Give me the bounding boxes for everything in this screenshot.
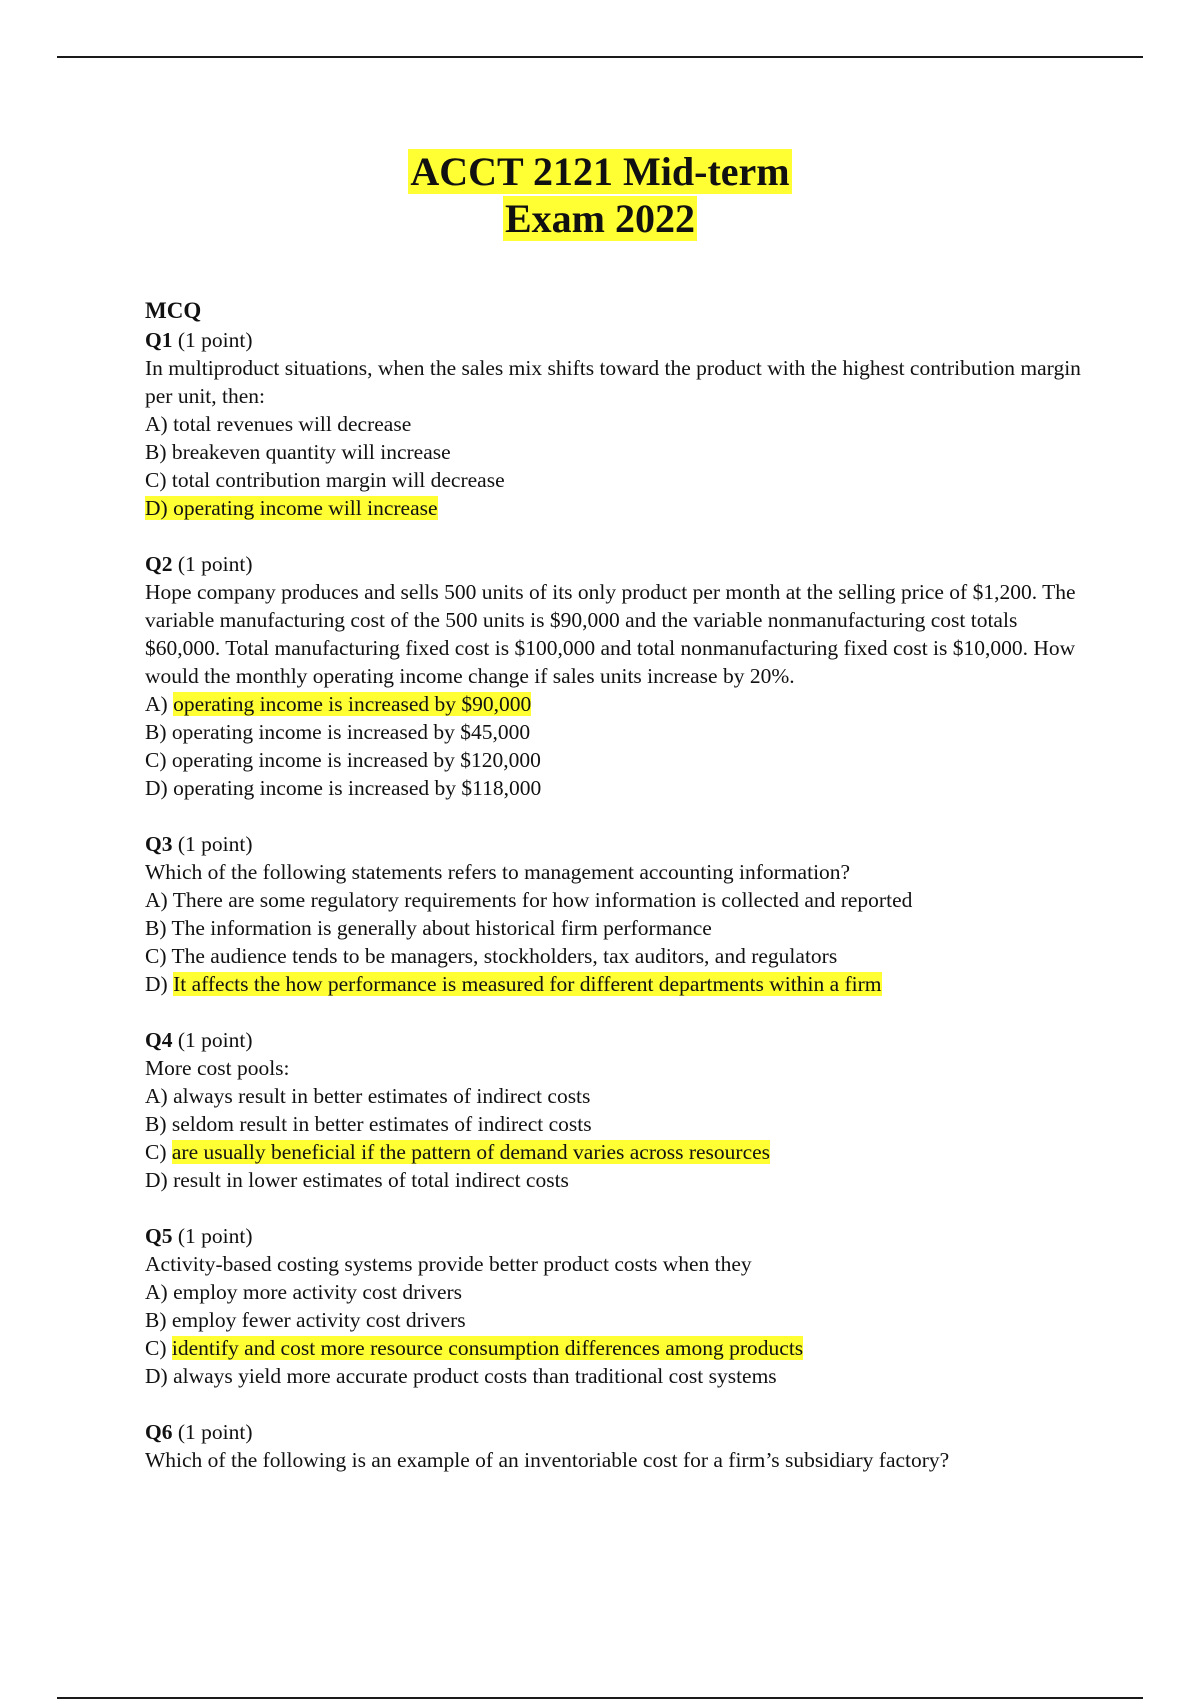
option-a: A) total revenues will decrease (145, 412, 412, 436)
option-c: C) The audience tends to be managers, stockholders, tax auditors, and regulators (145, 944, 838, 968)
question-q4 (145, 1026, 1085, 1194)
option-d-answer: D) operating income will increase (145, 496, 438, 520)
title-line-1: ACCT 2121 Mid-term (410, 149, 790, 194)
option-b: B) seldom result in better estimates of indirect costs (145, 1112, 592, 1136)
option-c-answer: C) are usually beneficial if the pattern of demand varies across resources (145, 1140, 771, 1164)
question-points: (1 point) (177, 1028, 253, 1052)
question-number: Q2 (145, 552, 173, 576)
question-points: (1 point) (177, 832, 253, 856)
question-q3 (145, 830, 1085, 998)
question-header (145, 326, 1085, 354)
question-header (145, 1222, 1085, 1250)
question-text: Hope company produces and sells 500 units of its only product per month at the selling price of $1,200. The variable manufacturing cost of the 500 units is $90,000 and the variable nonmanufacturing cost totals $60,000. Total manufacturing fixed cost is $100,000 and total nonmanufacturing fixed cost is $10,000. How would the monthly operating income change if sales units increase by 20%. (145, 580, 1076, 688)
option-b: B) breakeven quantity will increase (145, 440, 451, 464)
title-line-2: Exam 2022 (505, 196, 695, 241)
question-header (145, 830, 1085, 858)
option-b: B) operating income is increased by $45,000 (145, 720, 531, 744)
option-d-answer: D) It affects the how performance is measured for different departments within a firm (145, 972, 882, 996)
question-text: More cost pools: (145, 1056, 290, 1080)
question-q1 (145, 326, 1085, 522)
exam-content (145, 296, 1085, 1502)
option-b: B) employ fewer activity cost drivers (145, 1308, 466, 1332)
option-b: B) The information is generally about historical firm performance (145, 916, 712, 940)
option-a: A) There are some regulatory requirements for how information is collected and reported (145, 888, 913, 912)
question-points: (1 point) (177, 1420, 253, 1444)
question-header (145, 550, 1085, 578)
option-a-answer: A) operating income is increased by $90,000 (145, 692, 532, 716)
option-a: A) always result in better estimates of indirect costs (145, 1084, 591, 1108)
bottom-rule (57, 1697, 1143, 1699)
question-header (145, 1418, 1085, 1446)
question-points: (1 point) (177, 328, 253, 352)
option-d: D) result in lower estimates of total indirect costs (145, 1168, 569, 1192)
section-label: MCQ (145, 298, 202, 323)
question-points: (1 point) (177, 1224, 253, 1248)
question-header (145, 1026, 1085, 1054)
question-number: Q6 (145, 1420, 173, 1444)
question-number: Q4 (145, 1028, 173, 1052)
document-title (0, 148, 1200, 242)
option-d: D) operating income is increased by $118,000 (145, 776, 542, 800)
question-points: (1 point) (177, 552, 253, 576)
question-number: Q3 (145, 832, 173, 856)
option-a: A) employ more activity cost drivers (145, 1280, 463, 1304)
option-c: C) total contribution margin will decrease (145, 468, 505, 492)
option-c-answer: C) identify and cost more resource consumption differences among products (145, 1336, 804, 1360)
option-d: D) always yield more accurate product costs than traditional cost systems (145, 1364, 777, 1388)
option-c: C) operating income is increased by $120,000 (145, 748, 541, 772)
question-q6 (145, 1418, 1085, 1474)
question-q2 (145, 550, 1085, 802)
top-rule (57, 56, 1143, 58)
question-number: Q5 (145, 1224, 173, 1248)
question-text: Which of the following is an example of an inventoriable cost for a firm’s subsidiary factory? (145, 1448, 950, 1472)
question-text: In multiproduct situations, when the sales mix shifts toward the product with the highest contribution margin per unit, then: (145, 356, 1081, 408)
question-text: Activity-based costing systems provide better product costs when they (145, 1252, 752, 1276)
question-q5 (145, 1222, 1085, 1390)
question-number: Q1 (145, 328, 173, 352)
question-text: Which of the following statements refers to management accounting information? (145, 860, 851, 884)
